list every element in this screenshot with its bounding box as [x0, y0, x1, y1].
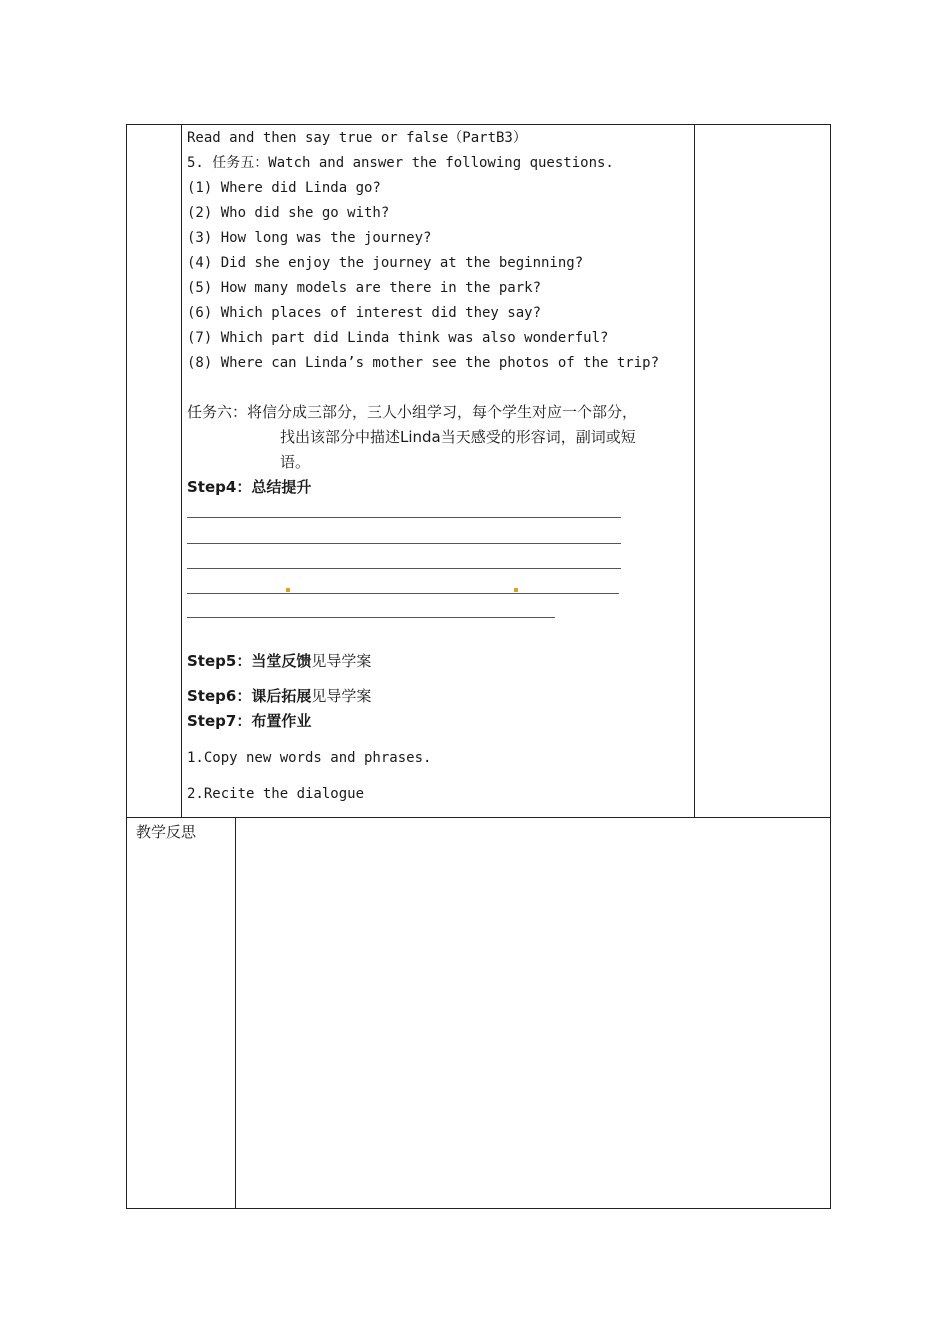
step4-heading: Step4：总结提升 [187, 478, 312, 496]
answer-blank-line-4 [187, 593, 619, 594]
upper-col-divider-right [694, 124, 695, 818]
task6-line-3: 语。 [280, 453, 311, 471]
question-6: (6) Which places of interest did they say? [187, 305, 542, 321]
step5-note: 见导学案 [311, 652, 372, 670]
table-border-right [830, 124, 831, 1209]
step6-note: 见导学案 [311, 687, 372, 705]
question-3: (3) How long was the journey? [187, 230, 432, 246]
question-7: (7) Which part did Linda think was also wonderful? [187, 330, 609, 346]
table-border-bottom [126, 1208, 831, 1209]
step5-line [187, 651, 371, 671]
marker-dot [514, 588, 518, 592]
reflection-content-cell[interactable] [236, 818, 830, 1208]
answer-blank-line-3 [187, 568, 621, 569]
step6-line [187, 686, 371, 706]
text-line-task5: 5. 任务五：Watch and answer the following questions. [187, 155, 614, 171]
task6-line-1: 任务六：将信分成三部分，三人小组学习，每个学生对应一个部分， [187, 403, 638, 421]
question-2: (2) Who did she go with? [187, 205, 390, 221]
teaching-reflection-label: 教学反思 [136, 823, 197, 841]
answer-blank-line-1 [187, 517, 621, 518]
step7-heading: Step7：布置作业 [187, 712, 312, 730]
homework-2: 2.Recite the dialogue [187, 786, 365, 802]
table-border-left [126, 124, 127, 1209]
text-line-read: Read and then say true or false（PartB3） [187, 130, 527, 146]
question-5: (5) How many models are there in the park? [187, 280, 542, 296]
step6-heading: Step6：课后拓展 [187, 687, 312, 705]
table-border-top [126, 124, 831, 125]
question-1: (1) Where did Linda go? [187, 180, 381, 196]
question-4: (4) Did she enjoy the journey at the beginning? [187, 255, 584, 271]
task6-line-2: 找出该部分中描述Linda当天感受的形容词，副词或短 [280, 428, 636, 446]
question-8: (8) Where can Linda’s mother see the photos of the trip? [187, 355, 660, 371]
marker-dot [286, 588, 290, 592]
homework-1: 1.Copy new words and phrases. [187, 750, 432, 766]
step5-heading: Step5：当堂反馈 [187, 652, 312, 670]
answer-blank-line-5 [187, 617, 555, 618]
upper-col-divider-left [181, 124, 182, 818]
answer-blank-line-2 [187, 543, 621, 544]
